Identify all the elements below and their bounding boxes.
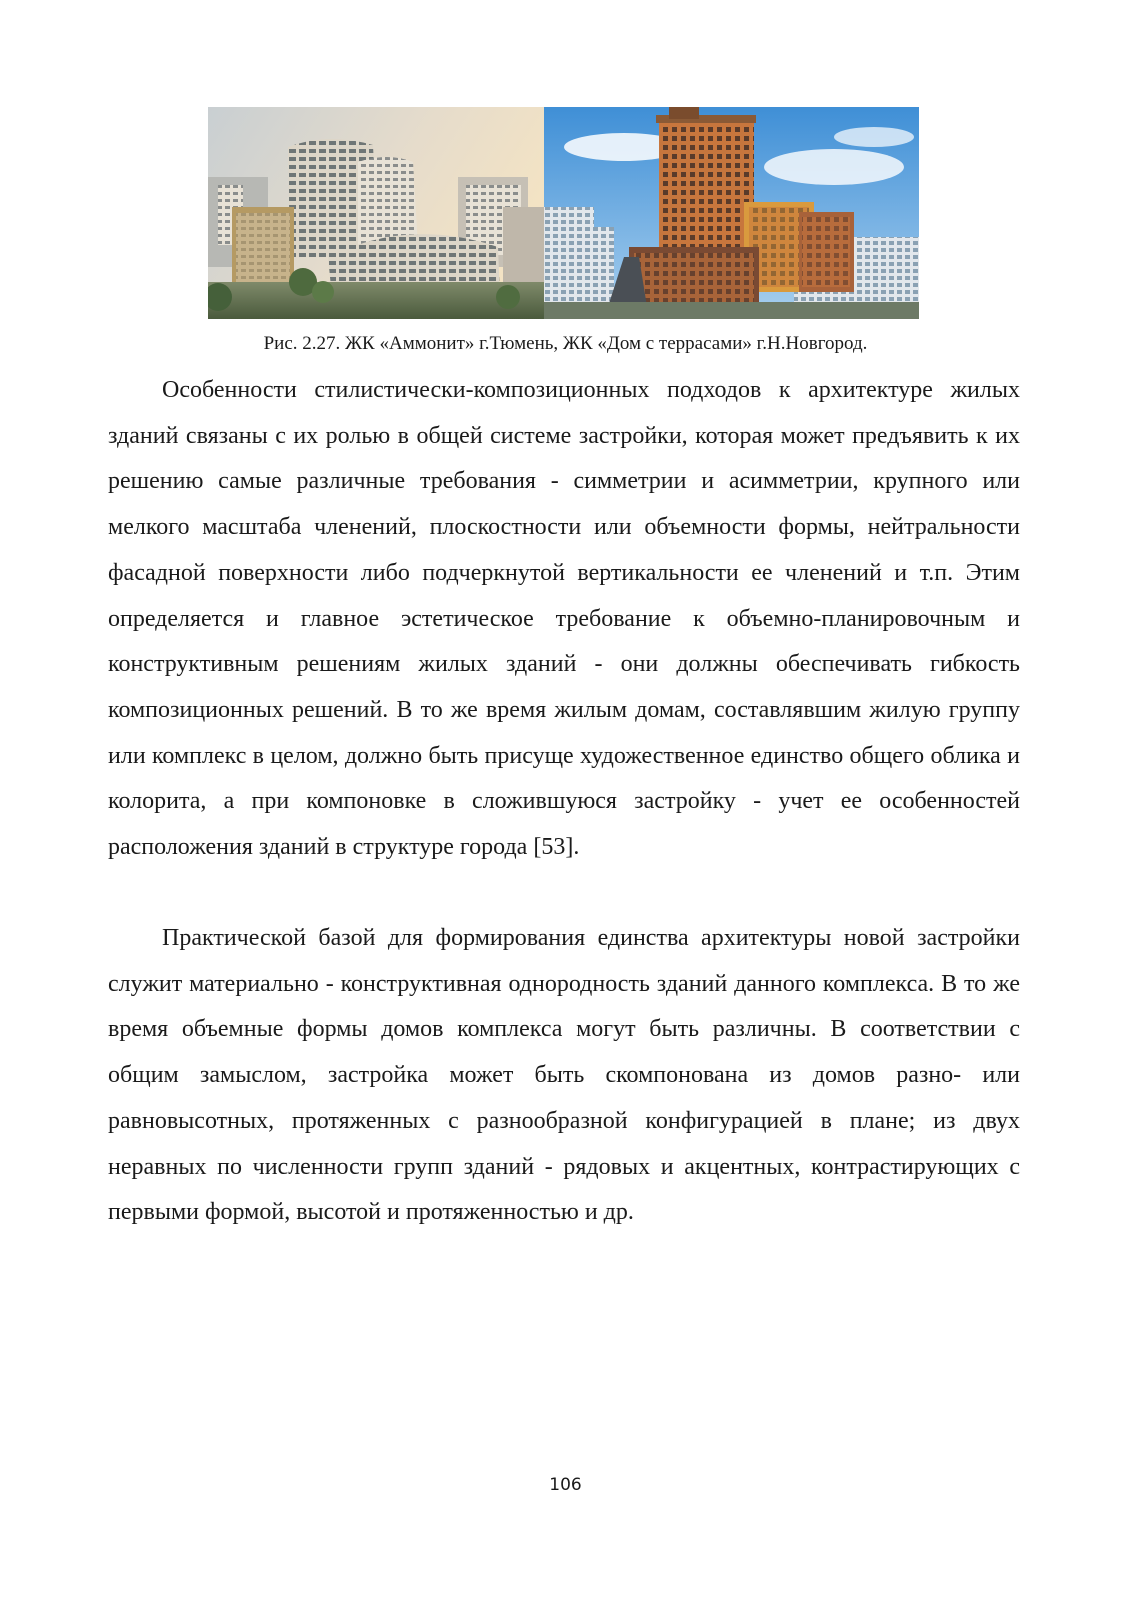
- photo-dom-s-terrasami-nnovgorod: [544, 107, 919, 319]
- figure-caption: Рис. 2.27. ЖК «Аммонит» г.Тюмень, ЖК «Дом с террасами» г.Н.Новгород.: [263, 333, 868, 354]
- photo-ammonit-tyumen: [208, 107, 544, 319]
- body-paragraph-2: Практической базой для формирования единства архитектуры новой застройки служит материально - конструктивная однородность зданий данного комплекса. В то же время объемные формы домов комплекса могут быть различны. В соответствии с общим замыслом, застройка может быть скомпонована из домов разно- или равновысотных, протяженных с разнообразной конфигурацией в плане; из двух неравных по численности групп зданий - рядовых и акцентных, контрастирующих с первыми формой, высотой и протяженностью и др.: [108, 925, 1020, 1226]
- body-paragraph-1: Особенности стилистически-композиционных подходов к архитектуре жилых зданий связаны с их ролью в общей системе застройки, которая может предъявить к их решению самые различные требования - симметрии и асимметрии, крупного или мелкого масштаба членений, плоскостности или объемности формы, нейтральности фасадной поверхности либо подчеркнутой вертикальности ее членений и т.п. Этим определяется и главное эстетическое требование к объемно-планировочным и конструктивным решениям жилых зданий - они должны обеспечивать гибкость композиционных решений. В то же время жилым домам, составлявшим жилую группу или комплекс в целом, должно быть присуще художественное единство общего облика и колорита, а при компоновке в сложившуюся застройку - учет ее особенностей расположения зданий в структуре города [53].: [108, 377, 1020, 861]
- figure: [208, 107, 919, 319]
- page-number: 106: [549, 1475, 582, 1495]
